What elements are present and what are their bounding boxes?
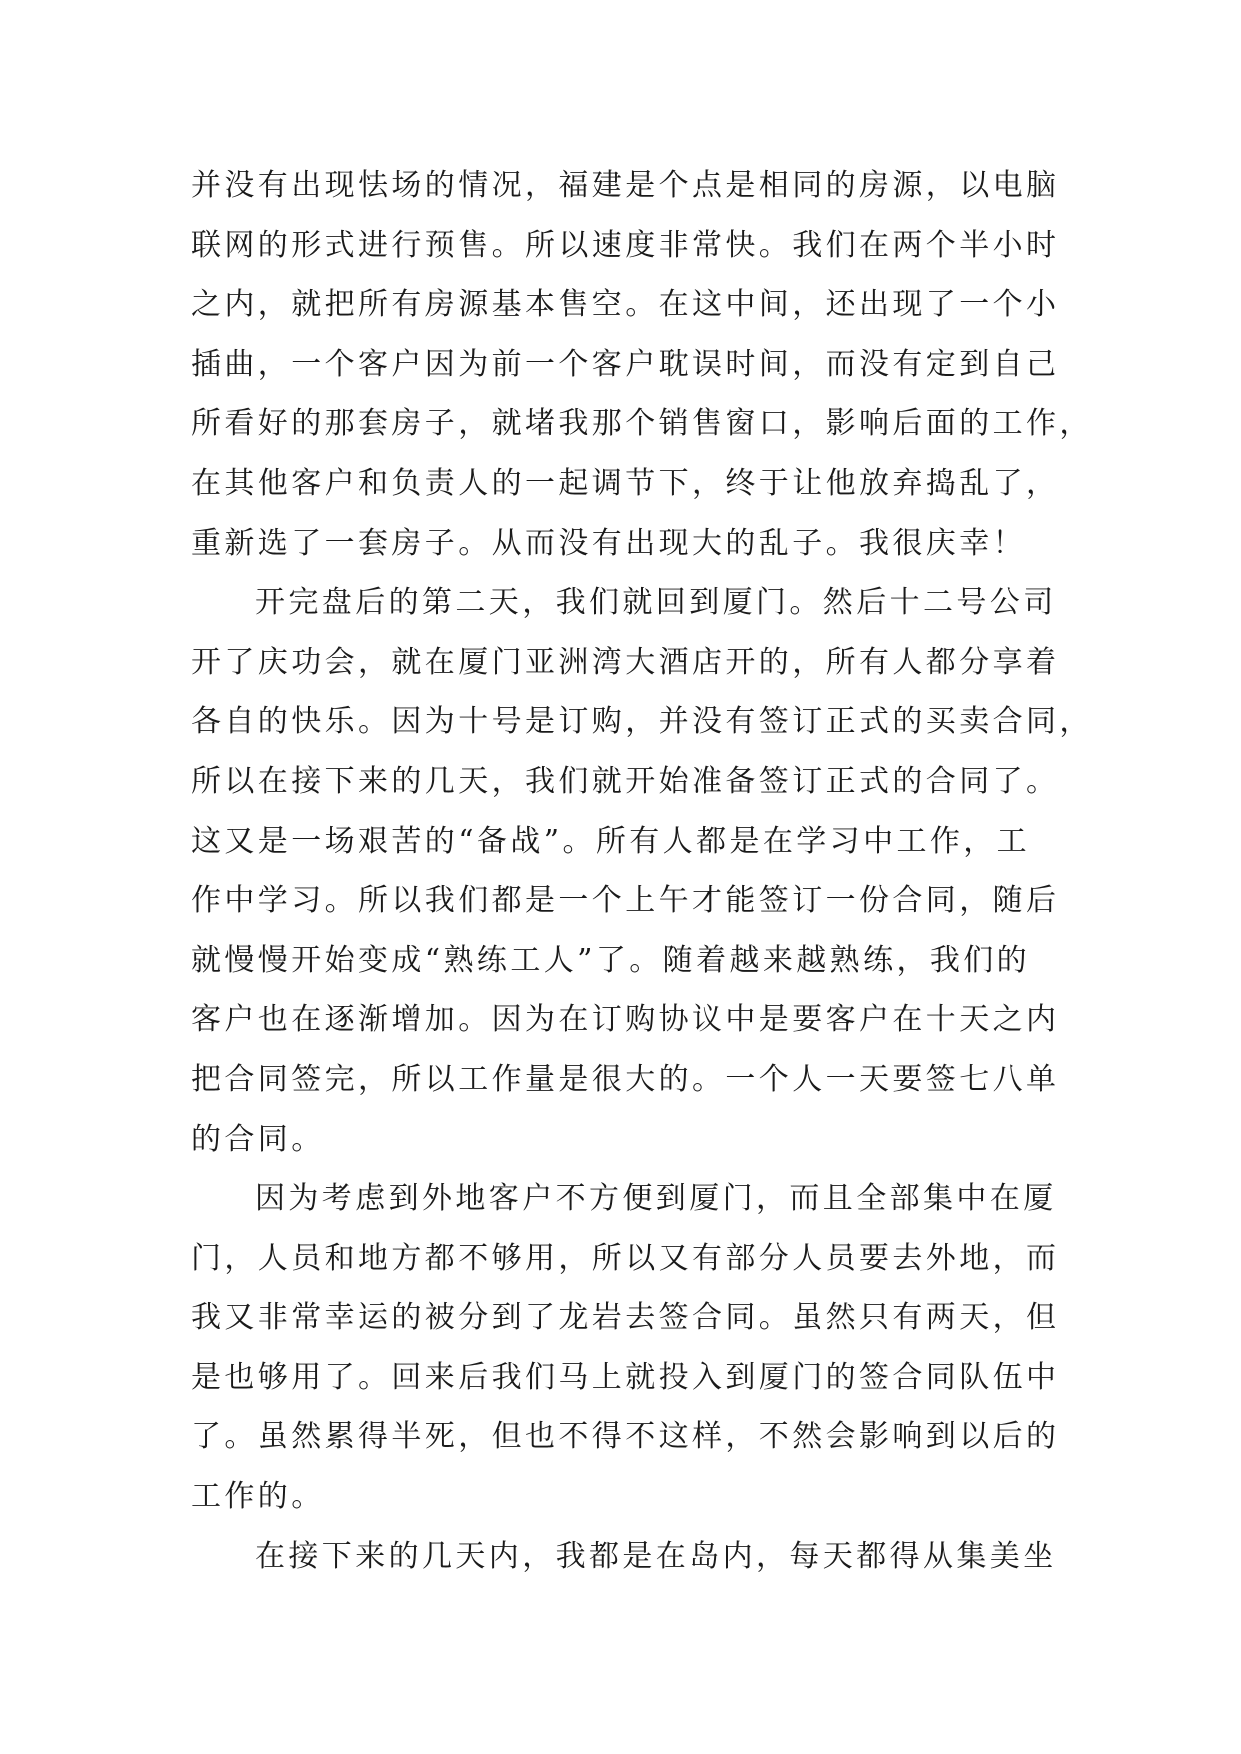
body-text bbox=[191, 156, 1093, 1586]
paragraph-first-line: 因为考虑到外地客户不方便到厦门，而且全部集中在厦 bbox=[255, 1181, 1057, 1217]
text-line: 在其他客户和负责人的一起调节下，终于让他放弃捣乱了， bbox=[191, 465, 1060, 501]
text-line: 所看好的那套房子，就堵我那个销售窗口，影响后面的工作， bbox=[191, 406, 1093, 442]
paragraph-first-line: 开完盘后的第二天，我们就回到厦门。然后十二号公司 bbox=[255, 585, 1057, 621]
text-line: 所以在接下来的几天，我们就开始准备签订正式的合同了。 bbox=[191, 763, 1060, 799]
text-line: 这又是一场艰苦的“备战”。所有人都是在学习中工作，工 bbox=[191, 823, 1031, 859]
text-line: 是也够用了。回来后我们马上就投入到厦门的签合同队伍中 bbox=[191, 1359, 1060, 1395]
text-line: 重新选了一套房子。从而没有出现大的乱子。我很庆幸！ bbox=[191, 525, 1026, 561]
text-line: 把合同签完，所以工作量是很大的。一个人一天要签七八单 bbox=[191, 1061, 1060, 1097]
text-line: 客户也在逐渐增加。因为在订购协议中是要客户在十天之内 bbox=[191, 1002, 1060, 1038]
text-line: 我又非常幸运的被分到了龙岩去签合同。虽然只有两天，但 bbox=[191, 1300, 1060, 1336]
text-line: 插曲，一个客户因为前一个客户耽误时间，而没有定到自己 bbox=[191, 346, 1060, 382]
text-line: 作中学习。所以我们都是一个上午才能签订一份合同，随后 bbox=[191, 883, 1060, 919]
text-line: 开了庆功会，就在厦门亚洲湾大酒店开的，所有人都分享着 bbox=[191, 644, 1060, 680]
text-line: 之内，就把所有房源基本售空。在这中间，还出现了一个小 bbox=[191, 287, 1060, 323]
paragraph-first-line: 在接下来的几天内，我都是在岛内，每天都得从集美坐 bbox=[255, 1538, 1057, 1574]
text-line: 了。虽然累得半死，但也不得不这样，不然会影响到以后的 bbox=[191, 1419, 1060, 1455]
text-line: 的合同。 bbox=[191, 1121, 325, 1157]
text-line: 各自的快乐。因为十号是订购，并没有签订正式的买卖合同， bbox=[191, 704, 1093, 740]
text-line: 工作的。 bbox=[191, 1479, 325, 1515]
text-line: 联网的形式进行预售。所以速度非常快。我们在两个半小时 bbox=[191, 227, 1060, 263]
text-line: 门，人员和地方都不够用，所以又有部分人员要去外地，而 bbox=[191, 1240, 1060, 1276]
text-line: 就慢慢开始变成“熟练工人”了。随着越来越熟练，我们的 bbox=[191, 942, 1031, 978]
text-line: 并没有出现怯场的情况，福建是个点是相同的房源，以电脑 bbox=[191, 168, 1060, 203]
